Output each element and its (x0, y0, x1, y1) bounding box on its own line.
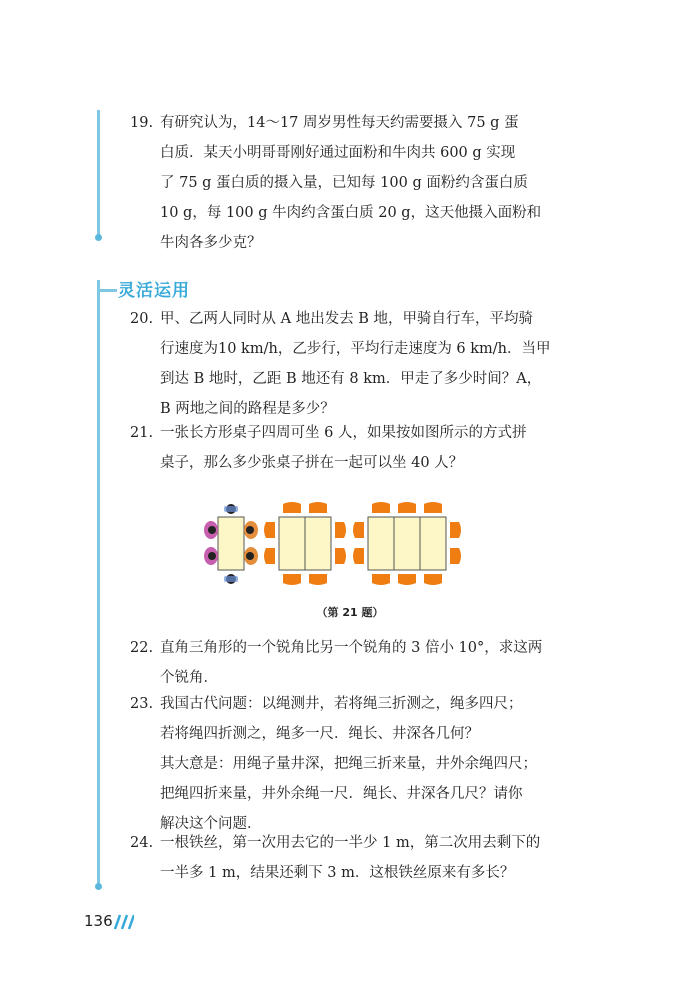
section-heading: 灵活运用 (118, 281, 190, 301)
problem-number: 20. (130, 311, 154, 327)
page-number-slashes-decoration (110, 914, 134, 930)
problem-24 (130, 828, 580, 888)
figure-group-one-table (204, 504, 258, 584)
margin-rule-top (97, 110, 100, 238)
problem-19 (130, 108, 580, 258)
figure-group-three-tables (353, 502, 461, 585)
figure-group-two-tables (264, 502, 346, 585)
problem-line: 把绳四折来量，井外余绳一尺．绳长、井深各几尺？请你 (160, 786, 523, 802)
problem-line: 一半多 1 m，结果还剩下 3 m．这根铁丝原来有多长？ (160, 865, 515, 881)
problem-line: 甲、乙两人同时从 A 地出发去 B 地，甲骑自行车，平均骑 (160, 311, 534, 327)
problem-20 (130, 304, 580, 424)
problem-number: 23. (130, 696, 154, 712)
problem-line: 解决这个问题． (160, 816, 262, 832)
problem-line: 到达 B 地时，乙距 B 地还有 8 km．甲走了多少时间？A， (160, 371, 542, 387)
page-number: 136 (84, 912, 113, 930)
problem-line: 若将绳四折测之，绳多一尺．绳长、井深各几何？ (160, 726, 479, 742)
problem-line: 一根铁丝，第一次用去它的一半少 1 m，第二次用去剩下的 (160, 835, 541, 851)
problem-line: 个锐角． (160, 670, 218, 686)
problem-line: 行速度为10 km/h，乙步行，平均行走速度为 6 km/h．当甲 (160, 341, 551, 357)
problem-line: 一张长方形桌子四周可坐 6 人，如果按如图所示的方式拼 (160, 425, 527, 441)
problem-line: 我国古代问题：以绳测井，若将绳三折测之，绳多四尺； (160, 696, 523, 712)
problem-23 (130, 689, 580, 839)
problem-line: B 两地之间的路程是多少？ (160, 401, 335, 417)
problem-number: 21. (130, 425, 154, 441)
problem-number: 24. (130, 835, 154, 851)
margin-rule-dot-bottom (95, 883, 102, 890)
problem-line: 直角三角形的一个锐角比另一个锐角的 3 倍小 10°，求这两 (160, 640, 543, 656)
problem-line: 10 g，每 100 g 牛肉约含蛋白质 20 g，这天他摄入面粉和 (160, 205, 542, 221)
problem-line: 桌子，那么多少张桌子拼在一起可以坐 40 人？ (160, 455, 464, 471)
problem-line: 牛肉各多少克？ (160, 235, 262, 251)
figure-caption: （第 21 题） (316, 606, 384, 619)
problem-22 (130, 633, 580, 693)
problem-21 (130, 418, 580, 478)
problem-line: 了 75 g 蛋白质的摄入量，已知每 100 g 面粉约含蛋白质 (160, 175, 528, 191)
table-arrangement-figure (0, 500, 700, 590)
problem-line: 白质．某天小明哥哥刚好通过面粉和牛肉共 600 g 实现 (160, 145, 516, 161)
problem-number: 19. (130, 115, 154, 131)
problem-line: 有研究认为，14～17 周岁男性每天约需要摄入 75 g 蛋 (160, 115, 519, 131)
problem-number: 22. (130, 640, 154, 656)
margin-rule-dot-top (95, 234, 102, 241)
section-heading-dash (97, 289, 117, 292)
problem-line: 其大意是：用绳子量井深，把绳三折来量，井外余绳四尺； (160, 756, 537, 772)
